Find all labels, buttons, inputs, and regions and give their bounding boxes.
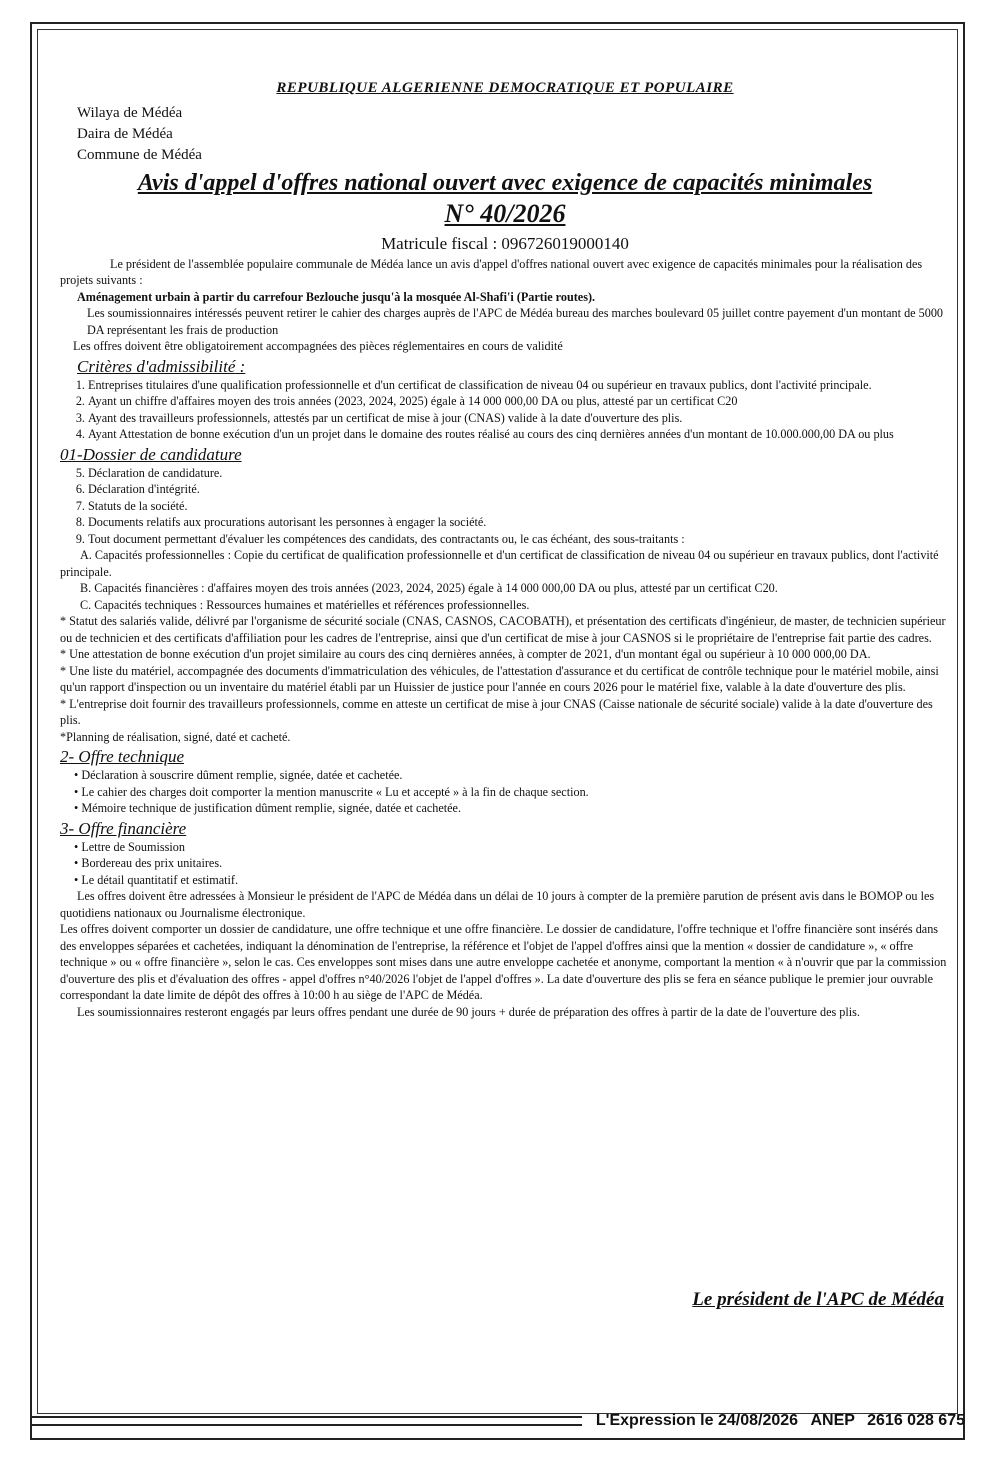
list-item: 3. Ayant des travailleurs professionnels, attestés par un certificat de mise à jour (CNAS) valide à la date d'ouverture des plis. bbox=[88, 410, 950, 427]
dossier-heading: 01-Dossier de candidature bbox=[60, 444, 242, 464]
envelope-paragraph: Les offres doivent comporter un dossier de candidature, une offre technique et une offre financière. Le dossier de candidature, l'offre technique et l'offre financière sont insérés dans des enveloppes séparées et cachetées, indiquant la dénomination de l'entreprise, la référence et l'objet de l'appel d'offres ainsi que la mention « dossier de candidature », « offre technique » ou « offre financière », selon le cas. Ces enveloppes sont mises dans une autre enveloppe cachetée et anonyme, comportant la mention « à n'ouvrir que par la commission d'ouverture des plis et d'évaluation des offres - appel d'offres n°40/2026 l'objet de l'appel d'offres ». La date d'ouverture des plis se fera en séance publique le premier jour ouvrable correspondant la date limite de dépôt des offres à 10:00 h au siège de l'APC de Médéa. bbox=[60, 922, 947, 1002]
list-item: • Lettre de Soumission bbox=[74, 839, 950, 856]
publication-source: L'Expression le 24/08/2026 bbox=[595, 1412, 799, 1429]
dossier-list bbox=[60, 465, 950, 548]
technical-requirement: * Statut des salariés valide, délivré par l'organisme de sécurité sociale (CNAS, CASNOS, CACOBATH), et présentation des certificats d'ingénieur, de master, de technicien supérieur ou de technicien et des certificats d'affiliation pour les cadres de l'entreprise, ainsi que d'un certificat de mise à jour CASNOS si le propriétaire de l'entreprise fait partie des cadres. bbox=[60, 614, 946, 645]
list-item: 8. Documents relatifs aux procurations autorisant les personnes à engager la société. bbox=[88, 514, 950, 531]
list-item: 1. Entreprises titulaires d'une qualification professionnelle et d'un certificat de classification de niveau 04 ou supérieur en travaux publics, dont l'activité principale. bbox=[88, 377, 950, 394]
intro-paragraph: Le président de l'assemblée populaire communale de Médéa lance un avis d'appel d'offres national ouvert avec exigence de capacités minimales pour la réalisation des projets suivants : bbox=[60, 256, 923, 287]
list-item: • Mémoire technique de justification dûment remplie, signée, datée et cachetée. bbox=[74, 800, 950, 817]
administrative-header bbox=[77, 103, 950, 166]
capacity-professional: A. Capacités professionnelles : Copie du certificat de qualification professionnelle et d'un certificat de classification de niveau 04 ou supérieur en travaux publics, dont l'activité principale. bbox=[60, 548, 939, 579]
document-body bbox=[60, 80, 950, 1020]
list-item: • Le détail quantitatif et estimatif. bbox=[74, 872, 950, 889]
list-item: 6. Déclaration d'intégrité. bbox=[88, 481, 950, 498]
footer-text bbox=[588, 1412, 965, 1430]
reference-number: 2616 028 675 bbox=[867, 1412, 965, 1429]
list-item: • Le cahier des charges doit comporter la mention manuscrite « Lu et accepté » à la fin de chaque section. bbox=[74, 784, 950, 801]
capacity-technical: C. Capacités techniques : Ressources humaines et matérielles et références professionnelles. bbox=[80, 597, 530, 612]
criteria-list bbox=[60, 377, 950, 443]
signature: Le président de l'APC de Médéa bbox=[692, 1289, 944, 1310]
wilaya-line: Wilaya de Médéa bbox=[77, 104, 183, 121]
capacity-financial: B. Capacités financières : d'affaires moyen des trois années (2023, 2024, 2025) égale à 14 000 000,00 DA ou plus, attesté par un certificat C20. bbox=[80, 581, 778, 595]
technique-heading: 2- Offre technique bbox=[60, 747, 184, 766]
technical-requirement: * Une attestation de bonne exécution d'un projet similaire au cours des cinq dernières années, à compter de 2021, d'un montant égal ou supérieur à 10 000 000,00 DA. bbox=[60, 647, 871, 661]
list-item: 9. Tout document permettant d'évaluer les compétences des candidats, des contractants ou, le cas échéant, des sous-traitants : bbox=[88, 531, 950, 548]
footer bbox=[30, 1410, 965, 1432]
fiscal-number: Matricule fiscal : 096726019000140 bbox=[381, 233, 629, 253]
technical-requirement: * L'entreprise doit fournir des travailleurs professionnels, comme en atteste un certificat de mise à jour CNAS (Caisse nationale de sécurité sociale) valide à la date d'ouverture des plis. bbox=[60, 696, 933, 727]
republic-heading: REPUBLIQUE ALGERIENNE DEMOCRATIQUE ET POPULAIRE bbox=[276, 80, 734, 96]
list-item: 2. Ayant un chiffre d'affaires moyen des trois années (2023, 2024, 2025) égale à 14 000 000,00 DA ou plus, attesté par un certificat C20 bbox=[88, 393, 950, 410]
footer-rule bbox=[30, 1416, 582, 1426]
list-item: 4. Ayant Attestation de bonne exécution d'un un projet dans le domaine des routes réalisé au cours des cinq dernières années d'un montant de 10.000.000,00 DA ou plus bbox=[88, 426, 950, 443]
technical-requirement: * Une liste du matériel, accompagnée des documents d'immatriculation des véhicules, de l'attestation d'assurance et du certificat de contrôle technique pour le matériel mobile, ainsi qu'un rapport d'inspection ou un inventaire du matériel établi par un Huissier de justice pour l'année en cours 2026 pour le matériel fixe, valable à la date d'ouverture des plis. bbox=[60, 663, 939, 694]
commune-line: Commune de Médéa bbox=[77, 146, 202, 163]
list-item: 7. Statuts de la société. bbox=[88, 498, 950, 515]
project-title: Aménagement urbain à partir du carrefour Bezlouche jusqu'à la mosquée Al-Shafi'i (Partie routes). bbox=[77, 289, 596, 304]
notice-number: N° 40/2026 bbox=[444, 198, 566, 228]
daira-line: Daira de Médéa bbox=[77, 125, 173, 142]
submission-paragraph: Les offres doivent être adressées à Monsieur le président de l'APC de Médéa dans un délai de 10 jours à compter de la première parution de présent avis dans le BOMOP ou les quotidiens nationaux ou Journalisme électronique. bbox=[60, 889, 935, 920]
notice-title: Avis d'appel d'offres national ouvert avec exigence de capacités minimales bbox=[137, 169, 873, 196]
commitment-paragraph: Les soumissionnaires resteront engagés par leurs offres pendant une durée de 90 jours + durée de préparation des offres à partir de la date de l'ouverture des plis. bbox=[77, 1004, 860, 1019]
list-item: 5. Déclaration de candidature. bbox=[88, 465, 950, 482]
criteria-heading: Critères d'admissibilité : bbox=[77, 356, 246, 376]
technical-requirement: *Planning de réalisation, signé, daté et cacheté. bbox=[60, 729, 291, 744]
technique-list bbox=[60, 767, 950, 817]
financiere-heading: 3- Offre financière bbox=[60, 818, 187, 838]
agency-label: ANEP bbox=[810, 1412, 855, 1429]
validity-paragraph: Les offres doivent être obligatoirement accompagnées des pièces réglementaires en cours de validité bbox=[73, 339, 563, 353]
retrieval-paragraph: Les soumissionnaires intéressés peuvent retirer le cahier des charges auprès de l'APC de Médéa bureau des marches boulevard 05 juillet contre payement d'un montant de 5000 DA représentant les frais de production bbox=[87, 306, 944, 337]
list-item: • Déclaration à souscrire dûment remplie, signée, datée et cachetée. bbox=[74, 767, 950, 784]
financiere-list bbox=[60, 839, 950, 889]
list-item: • Bordereau des prix unitaires. bbox=[74, 855, 950, 872]
